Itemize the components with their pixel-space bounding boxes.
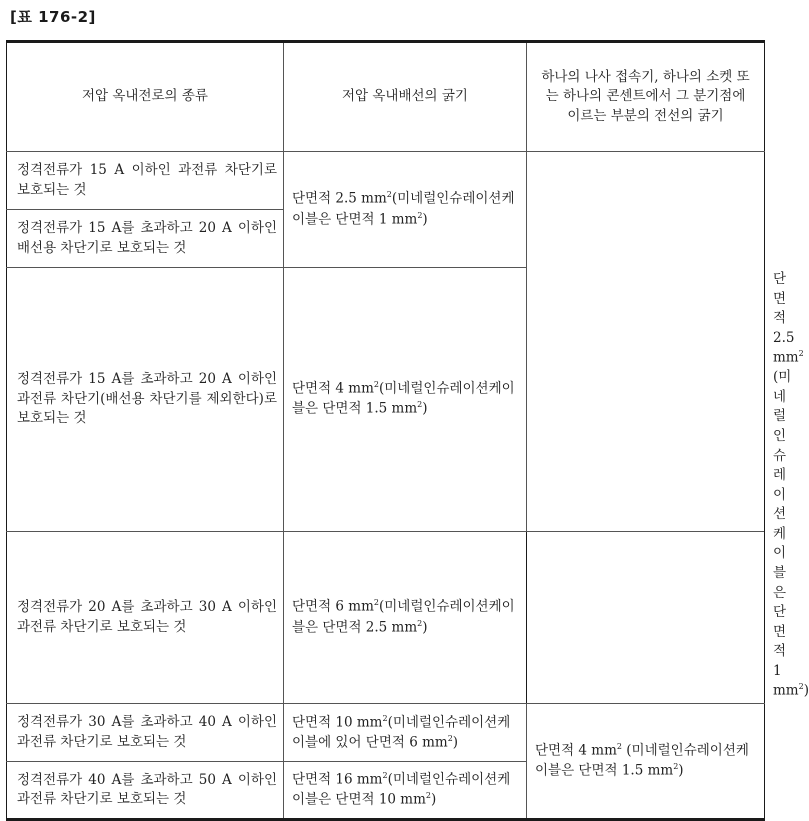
branch-value: 단면적 4 mm [535,742,617,759]
header-wiring-size: 저압 옥내배선의 굵기 [284,42,527,152]
condition-cell: 정격전류가 40 A를 초과하고 50 A 이하인 과전류 차단기로 보호되는 것 [7,762,284,820]
size-value: 단면적 4 mm [292,380,374,397]
wiring-size-cell [284,268,527,532]
branch-note-exponent: 2 [673,762,679,772]
table-row [7,152,765,210]
size-exponent: 2 [382,771,388,781]
size-note-close: ) [422,211,428,227]
size-note-exponent: 2 [425,791,431,801]
size-note-close: ) [422,619,428,635]
condition-cell: 정격전류가 30 A를 초과하고 40 A 이하인 과전류 차단기로 보호되는 것 [7,704,284,762]
size-note: (미네럴인슈레이션케이블에 있어 단면적 6 mm [292,714,511,751]
table-row [7,531,765,704]
branch-note: (미네럴인슈레이션케이블은 단면적 1.5 mm [535,742,749,779]
size-note: (미네럴인슈레이션케이블은 단면적 2.5 mm [292,598,515,635]
branch-note-exponent: 2 [798,682,804,692]
size-note-exponent: 2 [417,400,423,410]
branch-size-cell [527,152,765,532]
branch-note-close: ) [803,682,809,699]
branch-value: 단면적 2.5 mm [773,271,799,366]
header-branch-size: 하나의 나사 접속기, 하나의 소켓 또는 하나의 콘센트에서 그 분기점에 이르는 부분의 전선의 굵기 [527,42,765,152]
table-header-row [7,42,765,152]
condition-cell: 정격전류가 15 A 이하인 과전류 차단기로 보호되는 것 [7,152,284,210]
size-note-exponent: 2 [417,210,423,220]
size-value: 단면적 6 mm [292,598,374,615]
size-note-exponent: 2 [447,733,453,743]
size-note-close: ) [452,734,459,751]
wiring-size-cell [284,704,527,762]
branch-note: (미네럴인슈레이션케이블은 단면적 1 mm [773,369,799,699]
size-note-close: ) [431,791,437,808]
branch-exponent: 2 [798,349,804,359]
size-exponent: 2 [373,380,379,390]
size-note: (미네럴인슈레이션케이블은 단면적 1.5 mm [292,380,515,417]
wiring-size-cell [284,531,527,704]
size-note: (미네럴인슈레이션케이블은 단면적 10 mm [292,771,511,808]
condition-cell: 정격전류가 15 A를 초과하고 20 A 이하인 과전류 차단기(배선용 차단기를 제외한다)로 보호되는 것 [7,268,284,532]
header-circuit-type: 저압 옥내전로의 종류 [7,42,284,152]
size-note: (미네럴인슈레이션케이블은 단면적 1 mm [292,190,515,227]
size-note-close: ) [422,400,428,417]
table-caption: [표 176-2] [10,8,96,26]
branch-note-close: ) [678,762,684,779]
branch-size-cell [527,704,765,820]
size-exponent: 2 [373,598,379,608]
wiring-size-cell [284,152,527,268]
branch-exponent: 2 [616,742,622,752]
wiring-size-cell [284,762,527,820]
condition-cell: 정격전류가 15 A를 초과하고 20 A 이하인 배선용 차단기로 보호되는 것 [7,210,284,268]
wire-size-table [6,40,809,821]
size-value: 단면적 2.5 mm [292,190,387,207]
size-exponent: 2 [382,713,388,723]
size-value: 단면적 16 mm [292,771,383,788]
size-exponent: 2 [386,190,392,200]
condition-cell: 정격전류가 20 A를 초과하고 30 A 이하인 과전류 차단기로 보호되는 것 [7,531,284,704]
table-row [7,704,765,762]
size-note-exponent: 2 [417,618,423,628]
size-value: 단면적 10 mm [292,714,383,731]
